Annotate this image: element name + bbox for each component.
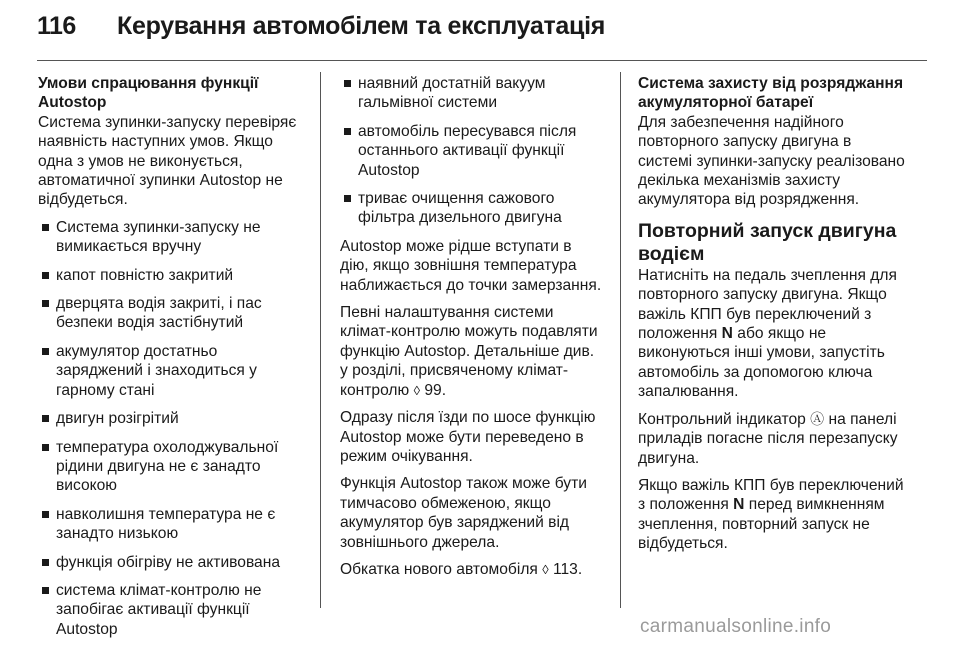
- paragraph: Одразу після їзди по шосе функцію Autostop може бути переведено в режим очікування.: [340, 409, 596, 465]
- conditions-intro: Система зупинки-запуску перевіряє наявність наступних умов. Якщо одна з умов не виконується, автоматичної зупинки Autostop не відбудеться.: [38, 113, 297, 209]
- paragraph: Autostop може рідше вступати в дію, якщо зовнішня температура наближається до точки замерзання.: [340, 237, 602, 294]
- list-item: капот повністю закритий: [38, 266, 298, 285]
- list-item: Система зупинки-запуску не вимикається вручну: [38, 218, 298, 257]
- paragraph-no-restart: Якщо важіль КПП був переключений з положення N перед вимкненням зчеплення, повторний запуск не відбудеться.: [638, 476, 904, 553]
- list-item: наявний достатній вакуум гальмівної системи: [340, 74, 602, 113]
- autostop-indicator-icon: Ⓐ: [810, 410, 825, 427]
- paragraph-climate-control: Певні налаштування системи клімат-контролю можуть подавляти функцію Autostop. Детальніше див. у розділі, присвяченому клімат-контролю ◊ 99.: [340, 304, 598, 399]
- heading-line-2: водієм: [638, 242, 705, 265]
- paragraph-indicator: Контрольний індикатор Ⓐ на панелі приладів погасне після перезапуску двигуна.: [638, 410, 898, 467]
- gear-position-n: N: [721, 325, 733, 343]
- column-1: [38, 74, 298, 648]
- list-item: акумулятор достатньо заряджений і знаходиться у гарному стані: [38, 342, 298, 400]
- list-item: функція обігріву не активована: [38, 553, 298, 572]
- column-divider: [620, 72, 621, 608]
- conditions-list-continued: [340, 74, 602, 228]
- conditions-list: [38, 218, 298, 639]
- heading-line-1: Повторний запуск двигуна: [638, 219, 897, 242]
- column-2: [340, 74, 602, 587]
- column-3: [638, 74, 908, 562]
- list-item: триває очищення сажового фільтра дизельного двигуна: [340, 189, 602, 228]
- page-header: [37, 12, 927, 44]
- page-number: 116: [37, 12, 76, 40]
- paragraph-break-in: Обкатка нового автомобіля ◊ 113.: [340, 560, 583, 578]
- paragraph-restart: Натисніть на педаль зчеплення для повторного запуску двигуна. Якщо важіль КПП був переключений з положення N або якщо не виконуються інші умови, запустіть автомобіль за допомогою ключа запалювання.: [638, 266, 897, 401]
- header-divider: [37, 60, 927, 61]
- list-item: навколишня температура не є занадто низькою: [38, 505, 298, 544]
- page-reference-link[interactable]: 99.: [424, 381, 447, 399]
- paragraph: Для забезпечення надійного повторного запуску двигуна в системі зупинки-запуску реалізовано декілька механізмів захисту акумулятора від розрядження.: [638, 113, 905, 209]
- heading-line-2: акумуляторної батареї: [638, 94, 814, 112]
- list-item: дверцята водія закриті, і пас безпеки водія застібнутий: [38, 294, 298, 333]
- paragraph: Функція Autostop також може бути тимчасово обмеженою, якщо акумулятор був заряджений від зовнішнього джерела.: [340, 475, 587, 551]
- heading-line-1: Умови спрацювання функції: [38, 75, 259, 92]
- list-item: температура охолоджувальної рідини двигуна не є занадто високою: [38, 438, 298, 496]
- page-reference-icon: ◊: [413, 382, 421, 398]
- section-heading-driver-restart: [638, 220, 908, 266]
- section-heading-autostop-conditions: [38, 74, 298, 113]
- page-reference-link[interactable]: 113.: [553, 560, 583, 578]
- page-reference-icon: ◊: [542, 561, 549, 577]
- section-heading-battery-protection: [638, 74, 908, 113]
- gear-position-n: N: [733, 496, 745, 514]
- heading-line-1: Система захисту від розряджання: [638, 75, 904, 92]
- heading-line-2: Autostop: [38, 94, 107, 112]
- list-item: автомобіль пересувався після останнього активації функції Autostop: [340, 122, 602, 180]
- list-item: двигун розігрітий: [38, 409, 298, 428]
- page-title: Керування автомобілем та експлуатація: [117, 12, 606, 40]
- column-divider: [320, 72, 321, 608]
- list-item: система клімат-контролю не запобігає активації функції Autostop: [38, 581, 298, 639]
- watermark: carmanualsonline.info: [640, 616, 832, 637]
